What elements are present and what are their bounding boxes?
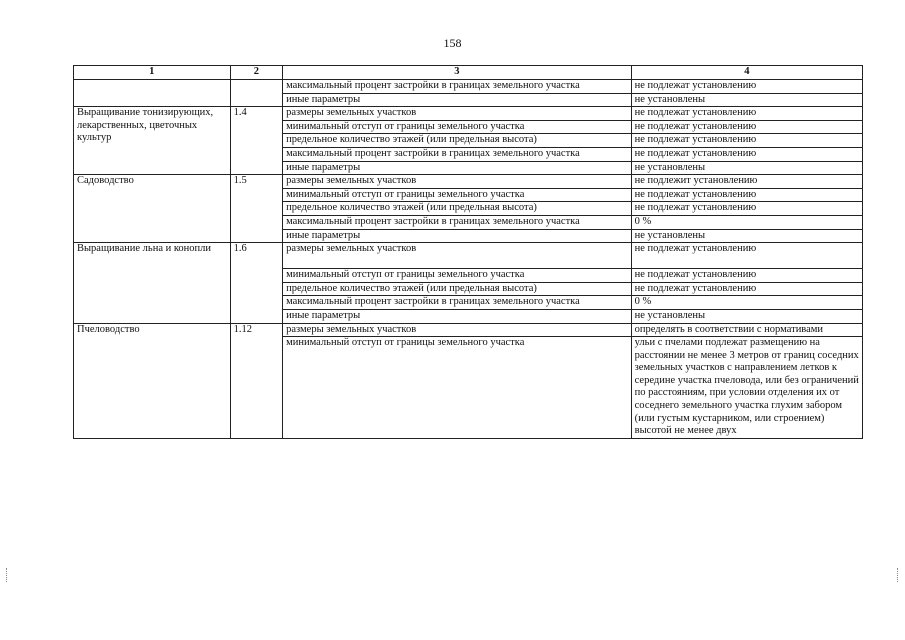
value-cell: ульи с пчелами подлежат размещению на расстоянии не менее 3 метров от границ соседних земельных участков с направлением летков к середине участка пчеловода, или без ограничений по расстояниям, при условии отделения их от соседнего земельного участка глухим забором (или густым кустарником, или строением) высотой не менее двух: [631, 337, 862, 439]
table-row: [74, 243, 863, 269]
param-cell: предельное количество этажей (или предельная высота): [283, 134, 632, 148]
activity-code: 1.6: [230, 243, 283, 323]
header-col-2: 2: [230, 66, 283, 80]
header-row: [74, 66, 863, 80]
activity-name: Пчеловодство: [74, 323, 231, 438]
value-cell: не установлены: [631, 93, 862, 107]
param-cell: минимальный отступ от границы земельного участка: [283, 188, 632, 202]
activity-name: Выращивание льна и конопли: [74, 243, 231, 323]
table-row: [74, 323, 863, 337]
value-cell: не подлежат установлению: [631, 202, 862, 216]
value-cell: 0 %: [631, 215, 862, 229]
value-cell: не подлежат установлению: [631, 80, 862, 94]
param-cell: предельное количество этажей (или предельная высота): [283, 282, 632, 296]
table-row: [74, 107, 863, 121]
param-cell: максимальный процент застройки в границах земельного участка: [283, 80, 632, 94]
param-cell: размеры земельных участков: [283, 107, 632, 121]
table-row: [74, 80, 863, 94]
value-cell: не подлежат установлению: [631, 282, 862, 296]
value-cell: определять в соответствии с нормативами: [631, 323, 862, 337]
value-cell: не установлены: [631, 161, 862, 175]
value-cell: не установлены: [631, 229, 862, 243]
header-col-3: 3: [283, 66, 632, 80]
activity-name: [74, 80, 231, 107]
activity-name: Выращивание тонизирующих, лекарственных, цветочных культур: [74, 107, 231, 175]
value-cell: не подлежит установлению: [631, 175, 862, 189]
value-cell: не подлежат установлению: [631, 120, 862, 134]
param-cell: минимальный отступ от границы земельного участка: [283, 269, 632, 283]
param-cell: иные параметры: [283, 309, 632, 323]
activity-name: Садоводство: [74, 175, 231, 243]
parameters-table: [73, 65, 863, 439]
param-cell: минимальный отступ от границы земельного участка: [283, 337, 632, 439]
param-cell: иные параметры: [283, 161, 632, 175]
header-col-1: 1: [74, 66, 231, 80]
value-cell: не подлежат установлению: [631, 147, 862, 161]
param-cell: иные параметры: [283, 93, 632, 107]
scan-edge-mark-left: [6, 568, 9, 582]
param-cell: размеры земельных участков: [283, 323, 632, 337]
value-cell: не подлежат установлению: [631, 188, 862, 202]
activity-code: 1.5: [230, 175, 283, 243]
value-cell: не установлены: [631, 309, 862, 323]
param-cell: иные параметры: [283, 229, 632, 243]
param-cell: размеры земельных участков: [283, 243, 632, 269]
activity-code: 1.12: [230, 323, 283, 438]
activity-code: [230, 80, 283, 107]
param-cell: предельное количество этажей (или предельная высота): [283, 202, 632, 216]
page-number: 158: [443, 36, 462, 50]
value-cell: 0 %: [631, 296, 862, 310]
param-cell: максимальный процент застройки в границах земельного участка: [283, 215, 632, 229]
value-cell: не подлежат установлению: [631, 134, 862, 148]
value-cell: не подлежат установлению: [631, 269, 862, 283]
value-cell: не подлежат установлению: [631, 243, 862, 269]
scan-edge-mark-right: [897, 568, 900, 582]
activity-code: 1.4: [230, 107, 283, 175]
param-cell: минимальный отступ от границы земельного участка: [283, 120, 632, 134]
header-col-4: 4: [631, 66, 862, 80]
value-cell: не подлежат установлению: [631, 107, 862, 121]
param-cell: размеры земельных участков: [283, 175, 632, 189]
param-cell: максимальный процент застройки в границах земельного участка: [283, 147, 632, 161]
param-cell: максимальный процент застройки в границах земельного участка: [283, 296, 632, 310]
table-row: [74, 175, 863, 189]
